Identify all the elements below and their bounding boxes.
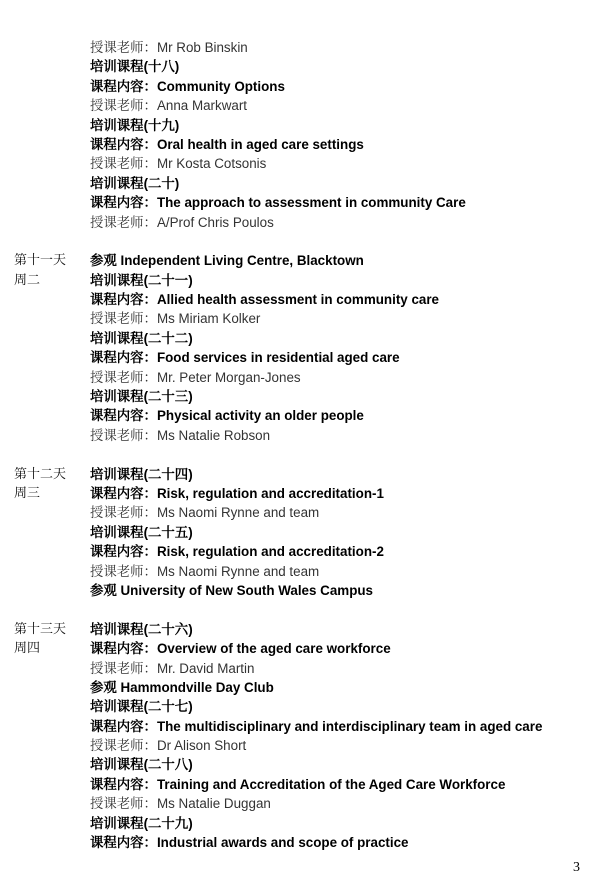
course-label: 培训课程 (90, 117, 144, 133)
visit-line (0, 678, 600, 697)
course-heading (0, 755, 600, 774)
visit-location: Hammondville Day Club (120, 679, 274, 695)
course-number: (二十三) (143, 389, 193, 405)
teacher-name: Ms Naomi Rynne and team (156, 505, 320, 521)
course-content-line (0, 77, 600, 96)
course-content-line (0, 484, 600, 503)
teacher-label: 授课老师： (90, 369, 157, 385)
course-title: Training and Accreditation of the Aged Care Workforce (156, 776, 506, 792)
course-title: Allied health assessment in community care (156, 292, 439, 308)
teacher-name: Ms Natalie Robson (156, 427, 271, 443)
course-title: Industrial awards and scope of practice (156, 835, 409, 851)
content-label: 课程内容： (90, 136, 157, 152)
content-label: 课程内容： (90, 195, 157, 211)
course-heading (0, 465, 600, 484)
day-label: 第十二天 (14, 466, 67, 482)
teacher-name: Ms Natalie Duggan (156, 796, 271, 812)
teacher-line (0, 38, 600, 57)
visit-location: Independent Living Centre, Blacktown (120, 253, 364, 269)
section-gap (0, 445, 600, 464)
teacher-line (0, 659, 600, 678)
teacher-name: Ms Miriam Kolker (156, 311, 261, 327)
page-number: 3 (573, 860, 580, 875)
content-label: 课程内容： (90, 835, 157, 851)
course-number: (二十五) (143, 524, 193, 540)
teacher-line (0, 426, 600, 445)
course-number: (二十六) (143, 621, 193, 637)
course-title: Food services in residential aged care (156, 350, 400, 366)
course-title: Community Options (156, 78, 285, 94)
course-label: 培训课程 (90, 621, 144, 637)
content-label: 课程内容： (90, 485, 157, 501)
course-content-line (0, 290, 600, 309)
course-title: The multidisciplinary and interdisciplinary team in aged care (156, 718, 543, 734)
content-label: 课程内容： (90, 641, 157, 657)
weekday-label: 周四 (14, 641, 41, 657)
teacher-line (0, 503, 600, 522)
course-title: Oral health in aged care settings (156, 136, 364, 152)
course-content-line (0, 193, 600, 212)
course-number: (二十四) (143, 466, 193, 482)
teacher-name: A/Prof Chris Poulos (156, 214, 274, 230)
visit-label: 参观 (90, 582, 117, 598)
weekday-label: 周三 (14, 485, 41, 501)
teacher-name: Anna Markwart (156, 98, 247, 114)
course-heading (0, 697, 600, 716)
course-content-line (0, 639, 600, 658)
course-label: 培训课程 (90, 466, 144, 482)
course-label: 培训课程 (90, 330, 144, 346)
teacher-name: Mr Rob Binskin (156, 40, 248, 55)
content-label: 课程内容： (90, 776, 157, 792)
course-title: Risk, regulation and accreditation-1 (156, 485, 384, 501)
course-heading (0, 620, 600, 639)
teacher-label: 授课老师： (90, 505, 157, 521)
weekday-label: 周二 (14, 272, 41, 288)
course-label: 培训课程 (90, 59, 144, 75)
course-heading (0, 387, 600, 406)
course-title: Risk, regulation and accreditation-2 (156, 544, 384, 560)
course-label: 培训课程 (90, 389, 144, 405)
teacher-label: 授课老师： (90, 98, 157, 114)
content-label: 课程内容： (90, 78, 157, 94)
course-content-line (0, 135, 600, 154)
course-number: (二十九) (143, 815, 193, 831)
teacher-label: 授课老师： (90, 311, 157, 327)
course-content-line (0, 348, 600, 367)
course-heading (0, 329, 600, 348)
course-content-line (0, 542, 600, 561)
course-content-line (0, 833, 600, 852)
teacher-label: 授课老师： (90, 214, 157, 230)
teacher-line (0, 213, 600, 232)
course-content-line (0, 717, 600, 736)
course-heading (0, 57, 600, 76)
content-label: 课程内容： (90, 408, 157, 424)
course-number: (二十一) (143, 272, 193, 288)
teacher-line (0, 154, 600, 173)
course-content-line (0, 406, 600, 425)
course-number: (二十八) (143, 757, 193, 773)
teacher-line (0, 309, 600, 328)
course-heading (0, 271, 600, 290)
teacher-line (0, 96, 600, 115)
visit-label: 参观 (90, 253, 117, 269)
day-label: 第十一天 (14, 253, 67, 269)
teacher-line (0, 368, 600, 387)
teacher-name: Mr. David Martin (156, 660, 255, 676)
teacher-label: 授课老师： (90, 660, 157, 676)
course-title: Physical activity an older people (156, 408, 364, 424)
teacher-name: Ms Naomi Rynne and team (156, 563, 320, 579)
course-content-line (0, 775, 600, 794)
course-heading (0, 523, 600, 542)
course-label: 培训课程 (90, 524, 144, 540)
course-number: (二十二) (143, 330, 193, 346)
course-label: 培训课程 (90, 175, 144, 191)
visit-label: 参观 (90, 679, 117, 695)
teacher-line (0, 794, 600, 813)
teacher-line (0, 562, 600, 581)
teacher-name: Mr Kosta Cotsonis (156, 156, 267, 172)
teacher-name: Mr. Peter Morgan-Jones (156, 369, 301, 385)
teacher-label: 授课老师： (90, 563, 157, 579)
content-label: 课程内容： (90, 292, 157, 308)
course-heading (0, 814, 600, 833)
section-gap (0, 600, 600, 619)
teacher-name: Dr Alison Short (156, 738, 247, 754)
course-title: The approach to assessment in community Care (156, 195, 466, 211)
course-heading (0, 174, 600, 193)
visit-line (0, 251, 600, 270)
course-number: (十八) (143, 59, 180, 75)
content-label: 课程内容： (90, 350, 157, 366)
content-label: 课程内容： (90, 544, 157, 560)
course-number: (二十) (143, 175, 180, 191)
section-gap (0, 232, 600, 251)
course-label: 培训课程 (90, 757, 144, 773)
teacher-label: 授课老师： (90, 738, 157, 754)
course-title: Overview of the aged care workforce (156, 641, 391, 657)
course-label: 培训课程 (90, 272, 144, 288)
course-number: (二十七) (143, 699, 193, 715)
course-label: 培训课程 (90, 815, 144, 831)
teacher-label: 授课老师： (90, 40, 157, 55)
teacher-label: 授课老师： (90, 796, 157, 812)
teacher-label: 授课老师： (90, 156, 157, 172)
teacher-label: 授课老师： (90, 427, 157, 443)
visit-line (0, 581, 600, 600)
course-number: (十九) (143, 117, 180, 133)
content-label: 课程内容： (90, 718, 157, 734)
day-label: 第十三天 (14, 621, 67, 637)
visit-location: University of New South Wales Campus (120, 582, 374, 598)
schedule-document (0, 38, 600, 852)
teacher-line (0, 736, 600, 755)
course-label: 培训课程 (90, 699, 144, 715)
course-heading (0, 116, 600, 135)
